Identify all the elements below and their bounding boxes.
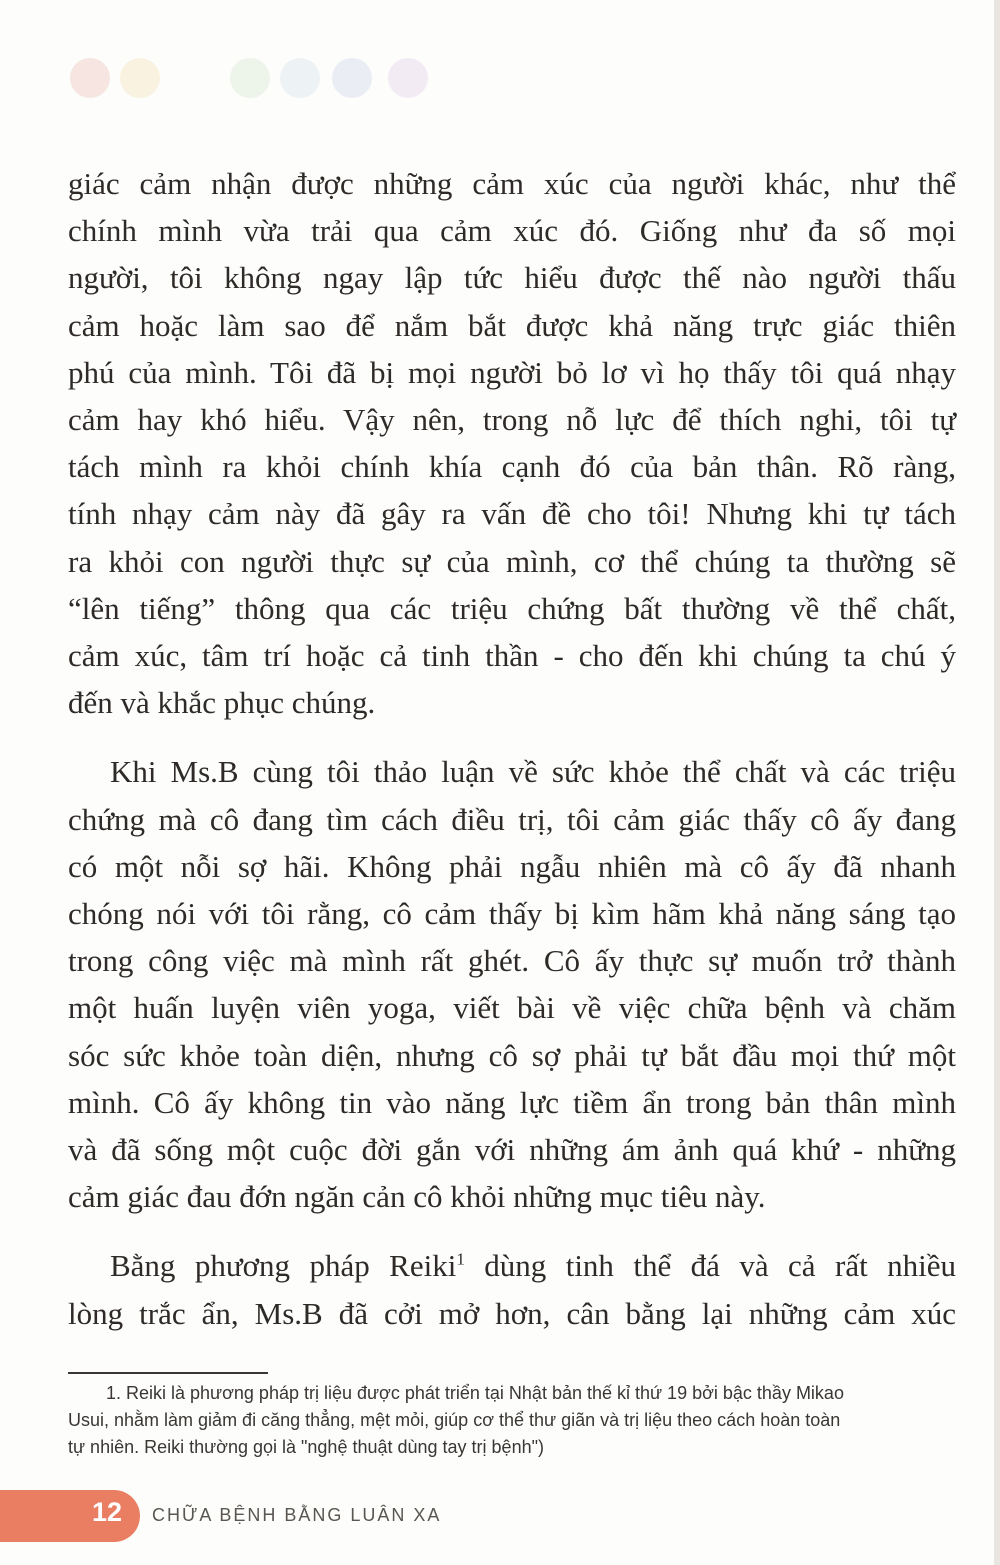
body-text	[68, 160, 956, 1359]
text-line: cảm giác đau đớn ngăn cản cô khỏi những mục tiêu này.	[68, 1179, 766, 1215]
page-number: 12	[92, 1497, 123, 1527]
text-line: tính nhạy cảm này đã gây ra vấn đề cho tôi! Nhưng khi tự tách	[68, 496, 956, 532]
text-line: cảm hay khó hiểu. Vậy nên, trong nỗ lực để thích nghi, tôi tự	[68, 402, 956, 438]
text-line: đến và khắc phục chúng.	[68, 685, 376, 721]
footnote-line: tự nhiên. Reiki thường gọi là "nghệ thuật dùng tay trị bệnh")	[68, 1437, 544, 1457]
text-line: chứng mà cô đang tìm cách điều trị, tôi cảm giác thấy cô ấy đang	[68, 801, 956, 837]
footnote-line: Usui, nhằm làm giảm đi căng thẳng, mệt mỏi, giúp cơ thể thư giãn và trị liệu theo cách hoàn toàn	[68, 1410, 841, 1430]
text-line: cảm xúc, tâm trí hoặc cả tinh thần - cho đến khi chúng ta chú ý	[68, 638, 956, 674]
text-line: chính mình vừa trải qua cảm xúc đó. Giống như đa số mọi	[68, 213, 956, 249]
text-line: chóng nói với tôi rằng, cô cảm thấy bị kìm hãm khả năng sáng tạo	[68, 896, 956, 932]
text-line: người, tôi không ngay lập tức hiểu được thế nào người thấu	[68, 260, 956, 296]
footnote	[68, 1380, 958, 1461]
text-line: lòng trắc ẩn, Ms.B đã cởi mở hơn, cân bằng lại những cảm xúc	[68, 1295, 956, 1331]
text-line: và đã sống một cuộc đời gắn với những ám ảnh quá khứ - những	[68, 1132, 956, 1168]
text-line: “lên tiếng” thông qua các triệu chứng bất thường về thể chất,	[68, 590, 956, 626]
text-segment: Bằng phương pháp Reiki	[110, 1248, 457, 1284]
paragraph-2	[68, 748, 956, 1220]
text-line: ra khỏi con người thực sự của mình, cơ thể chúng ta thường sẽ	[68, 543, 956, 579]
text-line: Khi Ms.B cùng tôi thảo luận về sức khỏe thể chất và các triệu	[110, 754, 956, 790]
footnote-line: 1. Reiki là phương pháp trị liệu được phát triển tại Nhật bản thế kỉ thứ 19 bởi bậc thầy Mikao	[106, 1383, 844, 1403]
text-line: phú của mình. Tôi đã bị mọi người bỏ lơ vì họ thấy tôi quá nhạy	[68, 354, 956, 390]
text-line: sóc sức khỏe toàn diện, nhưng cô sợ phải tự bắt đầu mọi thứ một	[68, 1037, 956, 1073]
paragraph-1	[68, 160, 956, 726]
text-line: giác cảm nhận được những cảm xúc của người khác, như thể	[68, 166, 956, 201]
paragraph-3	[68, 1242, 956, 1336]
text-line	[68, 1242, 956, 1289]
footnote-divider	[68, 1372, 268, 1374]
text-segment: dùng tinh thể đá và cả rất nhiều	[464, 1248, 956, 1284]
footnote-reference: 1	[456, 1250, 465, 1270]
text-line: mình. Cô ấy không tin vào năng lực tiềm ẩn trong bản thân mình	[68, 1084, 956, 1120]
text-line: tách mình ra khỏi chính khía cạnh đó của bản thân. Rõ ràng,	[68, 449, 956, 485]
decorative-chakra-circles	[70, 58, 450, 102]
text-line: có một nỗi sợ hãi. Không phải ngẫu nhiên mà cô ấy đã nhanh	[68, 848, 956, 884]
page-edge	[994, 0, 1000, 1565]
text-line: cảm hoặc làm sao để nắm bắt được khả năng trực giác thiên	[68, 307, 956, 343]
text-line: một huấn luyện viên yoga, viết bài về việc chữa bệnh và chăm	[68, 990, 956, 1026]
text-line: trong công việc mà mình rất ghét. Cô ấy thực sự muốn trở thành	[68, 943, 956, 979]
running-title: CHỮA BỆNH BẰNG LUÂN XA	[152, 1505, 442, 1525]
